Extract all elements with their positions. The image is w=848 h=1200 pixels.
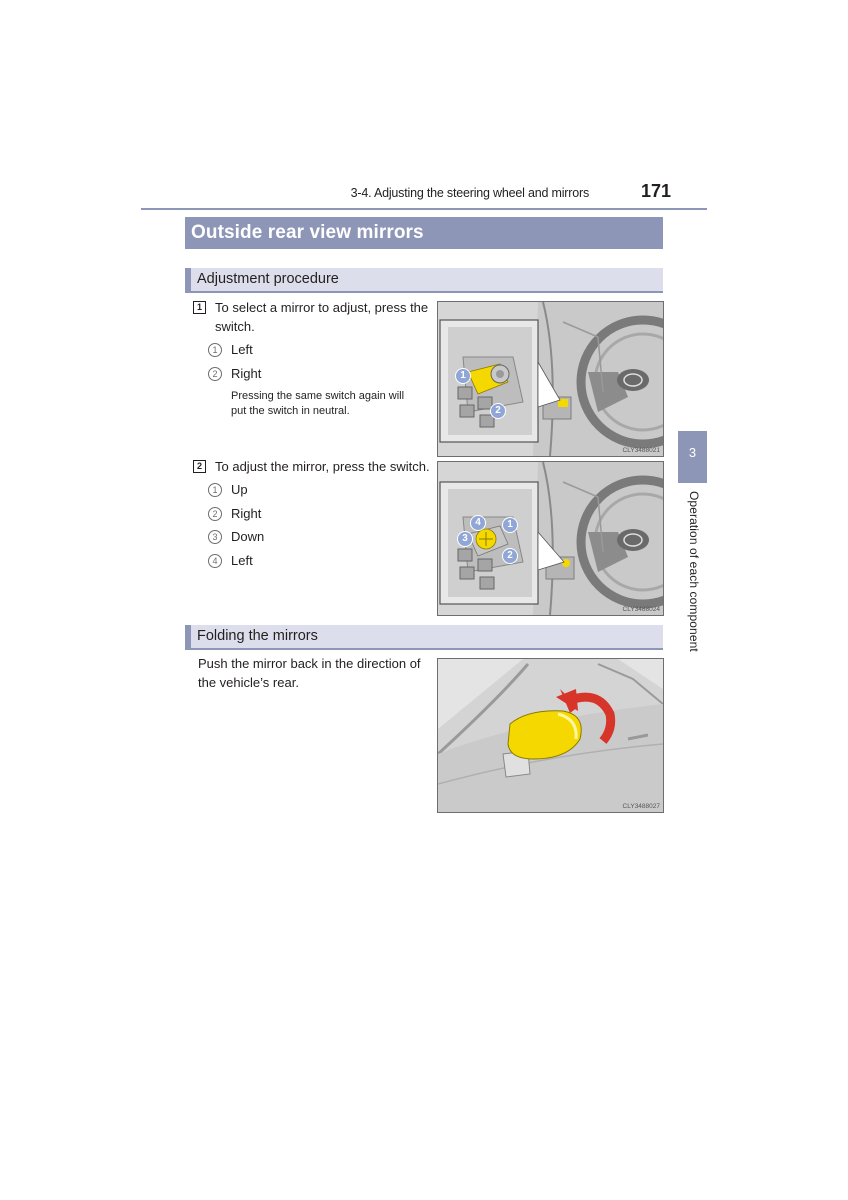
item-label-left: Left (231, 342, 253, 357)
callout-1: 1 (455, 368, 471, 384)
chapter-title-vertical: Operation of each component (687, 491, 701, 652)
chapter-tab (678, 431, 707, 483)
page-number: 171 (640, 181, 671, 201)
folding-text (198, 654, 421, 692)
item-number: 1 (208, 343, 222, 357)
folding-text-line2: the vehicle’s rear. (198, 675, 299, 690)
step1-text-line1: To select a mirror to adjust, press the (215, 300, 429, 315)
folding-text-line1: Push the mirror back in the direction of (198, 656, 421, 671)
item-number: 3 (208, 530, 222, 544)
item-label-right: Right (231, 366, 262, 381)
item-label-down: Down (231, 529, 265, 544)
page-title: Outside rear view mirrors (185, 217, 663, 249)
item-number: 4 (208, 554, 222, 568)
running-header (141, 178, 707, 210)
note-line2: put the switch in neutral. (231, 405, 350, 417)
callout-2: 2 (490, 403, 506, 419)
figure-code: CLY3488027 (622, 803, 660, 810)
note-line1: Pressing the same switch again will (231, 390, 405, 402)
item-number: 1 (208, 483, 222, 497)
step-number-1: 1 (193, 301, 206, 314)
figure-mirror-folding (437, 658, 664, 813)
chapter-number: 3 (688, 445, 697, 460)
subheading-adjustment: Adjustment procedure (185, 268, 663, 293)
callout-1: 1 (502, 517, 518, 533)
step1-text (215, 298, 428, 336)
figure-mirror-switch-adjust (437, 461, 664, 616)
item-label-up: Up (231, 482, 248, 497)
item-label-left: Left (231, 553, 253, 568)
item-number: 2 (208, 507, 222, 521)
callout-2: 2 (502, 548, 518, 564)
callout-3: 3 (457, 531, 473, 547)
section-title: 3-4. Adjusting the steering wheel and mirrors (350, 186, 589, 200)
step1-text-line2: switch. (215, 319, 255, 334)
step1-note (231, 389, 425, 419)
item-label-right: Right (231, 506, 262, 521)
item-number: 2 (208, 367, 222, 381)
figure-mirror-switch-select (437, 301, 664, 457)
callout-4: 4 (470, 515, 486, 531)
figure-code: CLY3488024 (622, 606, 660, 613)
subheading-folding: Folding the mirrors (185, 625, 663, 650)
step-number-2: 2 (193, 460, 206, 473)
step2-text: To adjust the mirror, press the switch. (215, 459, 430, 474)
figure-code: CLY3488021 (622, 447, 660, 454)
